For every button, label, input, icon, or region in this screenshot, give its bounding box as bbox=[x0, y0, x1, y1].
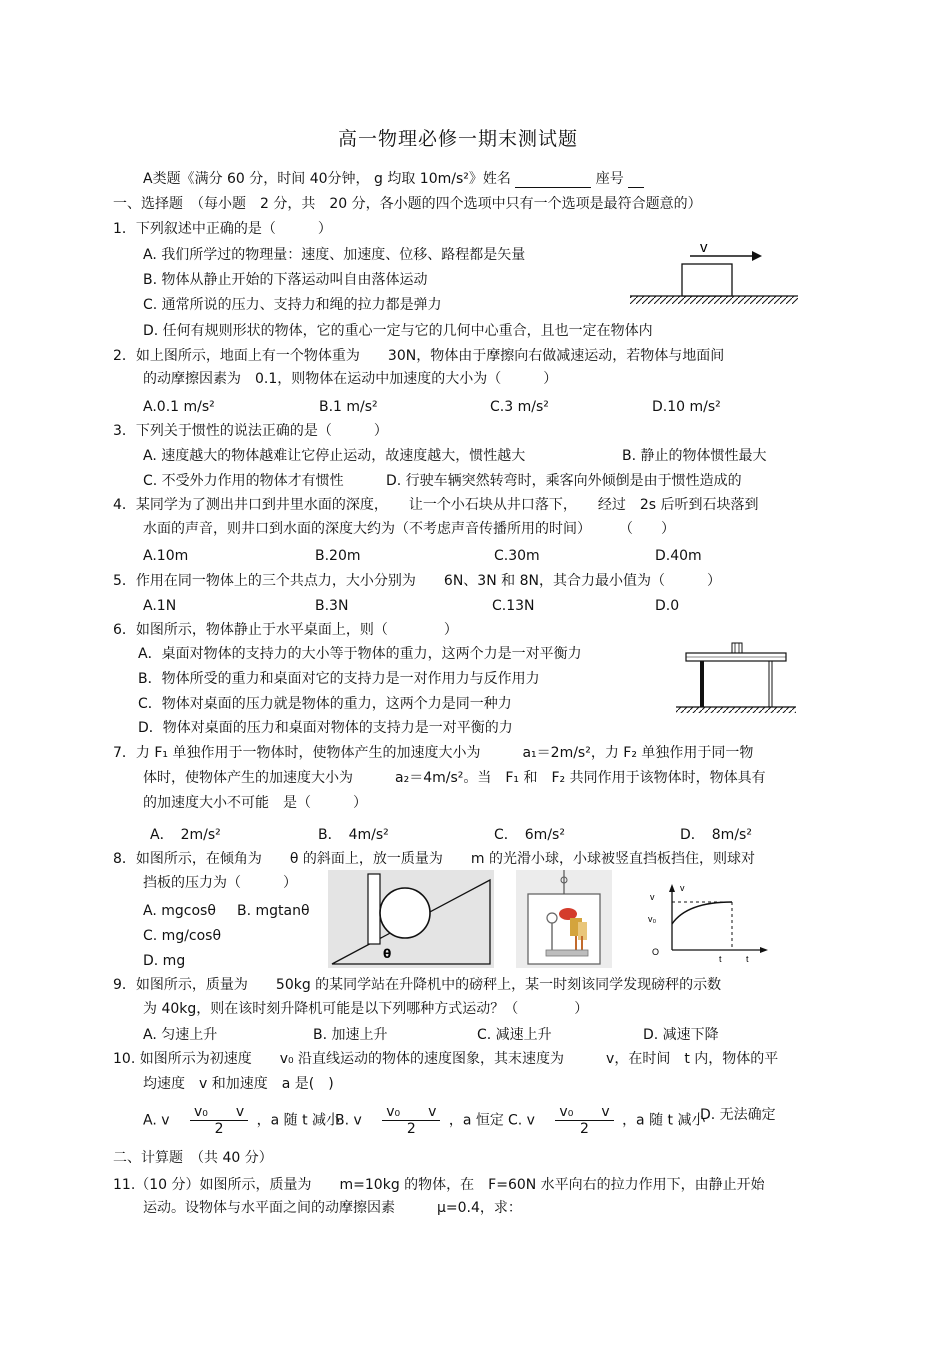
q2-stem-line1: 2．如上图所示，地面上有一个物体重为 30N，物体由于摩擦向右做减速运动，若物体与地面间 bbox=[113, 348, 725, 364]
velocity-label: v bbox=[700, 239, 708, 256]
incline-ball-figure bbox=[328, 870, 494, 968]
q10-option-b-fraction bbox=[382, 1104, 440, 1137]
elevator-scale-figure bbox=[516, 870, 612, 968]
q6-stem: 6．如图所示，物体静止于水平桌面上，则（ ） bbox=[113, 622, 458, 638]
q11-stem-line2: 运动。设物体与水平面之间的动摩擦因素 μ=0.4，求： bbox=[143, 1200, 522, 1216]
section-2-heading: 二、计算题 （共 40 分） bbox=[113, 1150, 273, 1166]
q10-option-b-prefix: B. v bbox=[335, 1112, 362, 1129]
table-figure bbox=[672, 638, 800, 718]
q4-option-a[interactable]: A.10m bbox=[143, 548, 189, 564]
q8-option-c[interactable]: C. mg/cosθ bbox=[143, 928, 222, 944]
q7-stem-line3: 的加速度大小不可能 是（ ） bbox=[143, 795, 367, 811]
velocity-time-graph bbox=[642, 878, 772, 962]
sliding-block-figure bbox=[630, 238, 800, 310]
q9-option-c[interactable]: C. 减速上升 bbox=[477, 1027, 552, 1043]
q11-stem-line1: 11.（10 分）如图所示，质量为 m=10kg 的物体，在 F=60N 水平向右的拉力作用下，由静止开始 bbox=[113, 1177, 765, 1193]
q7-option-d[interactable]: D． 8m/s² bbox=[680, 827, 752, 843]
q3-option-c[interactable]: C. 不受外力作用的物体才有惯性 bbox=[143, 473, 344, 489]
q2-option-a[interactable]: A.0.1 m/s² bbox=[143, 399, 215, 415]
q7-option-a[interactable]: A． 2m/s² bbox=[150, 827, 221, 843]
graph-origin-label: O bbox=[652, 947, 660, 957]
q5-option-c[interactable]: C.13N bbox=[492, 598, 535, 614]
fraction-denominator: 2 bbox=[214, 1121, 224, 1137]
q10-option-d[interactable]: D. 无法确定 bbox=[700, 1107, 776, 1123]
graph-v0-label: v₀ bbox=[648, 914, 657, 924]
q10-option-b-suffix: ，a 恒定 bbox=[448, 1112, 504, 1129]
section-1-heading: 一、选择题 （每小题 2 分，共 20 分，各小题的四个选项中只有一个选项是最符合题意的） bbox=[113, 196, 702, 212]
q10-option-a-suffix: ，a 随 t 减小 bbox=[256, 1112, 341, 1129]
q10-option-c-fraction bbox=[555, 1104, 613, 1137]
q8-stem-line2: 挡板的压力为（ ） bbox=[143, 875, 297, 891]
seat-label: 座号 bbox=[595, 171, 624, 187]
q1-option-c[interactable]: C. 通常所说的压力、支持力和绳的拉力都是弹力 bbox=[143, 297, 442, 313]
q2-option-d[interactable]: D.10 m/s² bbox=[652, 399, 721, 415]
q9-option-d[interactable]: D. 减速下降 bbox=[643, 1027, 719, 1043]
q2-option-c[interactable]: C.3 m/s² bbox=[490, 399, 549, 415]
fraction-numerator: v₀ v bbox=[382, 1104, 440, 1121]
q10-option-a[interactable] bbox=[143, 1104, 340, 1137]
q1-stem: 1．下列叙述中正确的是（ ） bbox=[113, 221, 332, 237]
q5-option-d[interactable]: D.0 bbox=[655, 598, 680, 614]
q8-option-d[interactable]: D. mg bbox=[143, 953, 186, 969]
q10-option-a-fraction bbox=[190, 1104, 248, 1137]
q4-option-c[interactable]: C.30m bbox=[494, 548, 540, 564]
q8-stem-line1: 8．如图所示，在倾角为 θ 的斜面上，放一质量为 m 的光滑小球，小球被竖直挡板挡住，则球对 bbox=[113, 851, 756, 867]
q6-option-c[interactable]: C．物体对桌面的压力就是物体的重力，这两个力是同一种力 bbox=[138, 696, 512, 712]
q2-stem-line2: 的动摩擦因素为 0.1，则物体在运动中加速度的大小为（ ） bbox=[143, 371, 558, 387]
q9-stem-line1: 9．如图所示，质量为 50kg 的某同学站在升降机中的磅秤上，某一时刻该同学发现磅秤的示数 bbox=[113, 977, 722, 993]
q10-option-c-prefix: C. v bbox=[508, 1112, 535, 1129]
q7-stem-line2: 体时，使物体产生的加速度大小为 a₂＝4m/s²。当 F₁ 和 F₂ 共同作用于该物体时，物体具有 bbox=[143, 770, 766, 786]
q4-stem-line2: 水面的声音，则井口到水面的深度大约为（不考虑声音传播所用的时间） （ ） bbox=[143, 521, 675, 537]
fraction-denominator: 2 bbox=[580, 1121, 589, 1137]
fraction-numerator: v₀ v bbox=[190, 1104, 248, 1121]
q2-option-b[interactable]: B.1 m/s² bbox=[319, 399, 378, 415]
q5-option-a[interactable]: A.1N bbox=[143, 598, 177, 614]
q4-stem-line1: 4．某同学为了测出井口到井里水面的深度， 让一个小石块从井口落下， 经过 2s 后听到石块落到 bbox=[113, 497, 759, 513]
page-title: 高一物理必修一期末测试题 bbox=[338, 128, 579, 150]
q8-option-b[interactable]: B. mgtanθ bbox=[237, 903, 310, 919]
theta-label: θ bbox=[383, 947, 392, 961]
q10-option-b[interactable] bbox=[335, 1104, 504, 1137]
q9-stem-line2: 为 40kg，则在该时刻升降机可能是以下列哪种方式运动？（ ） bbox=[143, 1001, 589, 1017]
q8-option-a[interactable]: A. mgcosθ bbox=[143, 903, 216, 919]
graph-t-axis-label: t bbox=[746, 954, 749, 962]
q6-option-d[interactable]: D．物体对桌面的压力和桌面对物体的支持力是一对平衡的力 bbox=[138, 720, 513, 736]
q5-option-b[interactable]: B.3N bbox=[315, 598, 349, 614]
graph-t-label: t bbox=[719, 954, 722, 962]
q6-option-a[interactable]: A．桌面对物体的支持力的大小等于物体的重力，这两个力是一对平衡力 bbox=[138, 646, 582, 662]
q7-option-b[interactable]: B． 4m/s² bbox=[318, 827, 389, 843]
q10-option-c-suffix: ，a 随 t 减小 bbox=[622, 1112, 706, 1129]
q10-option-a-prefix: A. v bbox=[143, 1112, 170, 1129]
q10-option-c[interactable] bbox=[508, 1104, 705, 1137]
q7-stem-line1: 7．力 F₁ 单独作用于一物体时，使物体产生的加速度大小为 a₁＝2m/s²，力 F₂ 单独作用于同一物 bbox=[113, 745, 754, 761]
exam-info bbox=[143, 170, 644, 188]
graph-v-label: v bbox=[650, 892, 655, 902]
q9-option-b[interactable]: B. 加速上升 bbox=[313, 1027, 388, 1043]
graph-v-axis-label: v bbox=[680, 883, 685, 893]
q10-stem-line1: 10. 如图所示为初速度 v₀ 沿直线运动的物体的速度图象，其末速度为 v，在时间 t 内，物体的平 bbox=[113, 1051, 779, 1067]
q1-option-a[interactable]: A. 我们所学过的物理量：速度、加速度、位移、路程都是矢量 bbox=[143, 247, 526, 263]
q7-option-c[interactable]: C． 6m/s² bbox=[494, 827, 565, 843]
fraction-denominator: 2 bbox=[406, 1121, 416, 1137]
q4-option-b[interactable]: B.20m bbox=[315, 548, 361, 564]
q5-stem: 5．作用在同一物体上的三个共点力，大小分别为 6N、3N 和 8N，其合力最小值为（ ） bbox=[113, 573, 721, 589]
q3-option-d[interactable]: D. 行驶车辆突然转弯时，乘客向外倾倒是由于惯性造成的 bbox=[386, 473, 742, 489]
q9-option-a[interactable]: A. 匀速上升 bbox=[143, 1027, 218, 1043]
exam-info-text: A类题《满分 60 分，时间 40分钟， g 均取 10m/s²》姓名 bbox=[143, 171, 511, 187]
fraction-numerator: v₀ v bbox=[555, 1104, 613, 1121]
name-field[interactable] bbox=[515, 173, 591, 188]
q6-option-b[interactable]: B．物体所受的重力和桌面对它的支持力是一对作用力与反作用力 bbox=[138, 671, 540, 687]
q4-option-d[interactable]: D.40m bbox=[655, 548, 702, 564]
seat-field[interactable] bbox=[628, 173, 644, 188]
q3-option-b[interactable]: B. 静止的物体惯性最大 bbox=[622, 448, 767, 464]
q3-option-a[interactable]: A. 速度越大的物体越难让它停止运动，故速度越大，惯性越大 bbox=[143, 448, 526, 464]
q3-stem: 3．下列关于惯性的说法正确的是（ ） bbox=[113, 423, 388, 439]
q10-stem-line2: 均速度 v 和加速度 a 是( ) bbox=[143, 1076, 334, 1092]
q1-option-d[interactable]: D. 任何有规则形状的物体，它的重心一定与它的几何中心重合，且也一定在物体内 bbox=[143, 323, 653, 339]
q1-option-b[interactable]: B. 物体从静止开始的下落运动叫自由落体运动 bbox=[143, 272, 428, 288]
